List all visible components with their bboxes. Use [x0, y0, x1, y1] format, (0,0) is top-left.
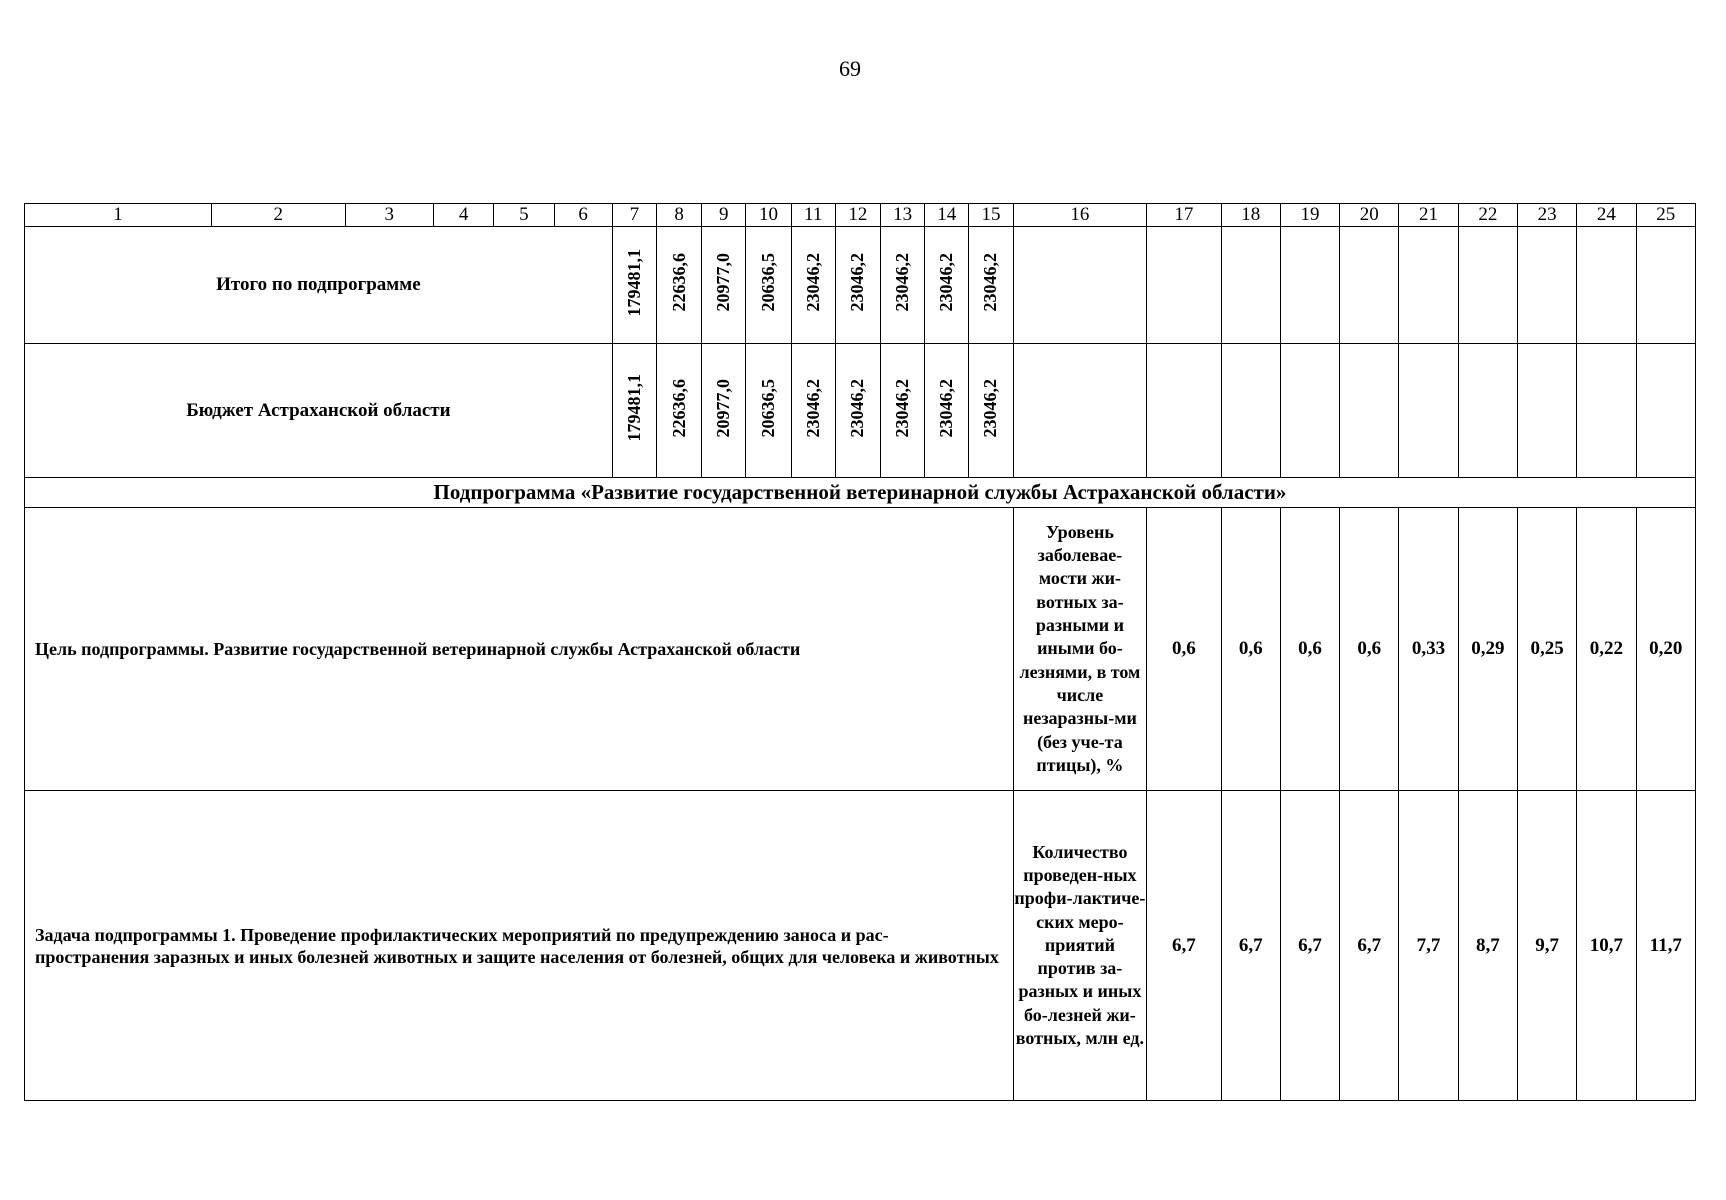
totals-value: 23046,2	[847, 253, 868, 312]
col-header: 4	[433, 204, 493, 227]
task-value: 9,7	[1517, 791, 1576, 1101]
empty-cell	[1577, 227, 1636, 344]
empty-cell	[1458, 227, 1517, 344]
col-header: 13	[880, 204, 924, 227]
col-header: 12	[835, 204, 880, 227]
goal-value: 0,6	[1147, 508, 1221, 791]
budget-value: 20977,0	[713, 378, 734, 438]
empty-cell	[1280, 344, 1339, 478]
goal-value: 0,25	[1517, 508, 1576, 791]
subprogram-title: Подпрограмма «Развитие государственной ветеринарной службы Астраханской области»	[25, 478, 1696, 508]
totals-value: 20977,0	[713, 253, 734, 312]
col-header: 10	[746, 204, 791, 227]
budget-value: 23046,2	[980, 378, 1001, 438]
task-value: 6,7	[1221, 791, 1280, 1101]
goal-description: Цель подпрограммы. Развитие государственной ветеринарной службы Астраханской области	[25, 508, 1014, 791]
budget-value: 20636,5	[757, 378, 778, 438]
col-header: 17	[1147, 204, 1221, 227]
col-header: 2	[211, 204, 345, 227]
program-table	[24, 203, 1696, 1101]
col-header: 24	[1577, 204, 1636, 227]
empty-cell	[1636, 344, 1695, 478]
goal-value: 0,20	[1636, 508, 1695, 791]
totals-row	[25, 227, 1696, 344]
col-header: 6	[554, 204, 612, 227]
empty-cell	[1517, 227, 1576, 344]
task-value: 10,7	[1577, 791, 1636, 1101]
goal-indicator: Уровень заболевае-мости жи-вотных за-разными и иными бо-лезнями, в том числе незаразны-ми (без уче-та птицы), %	[1013, 508, 1147, 791]
empty-cell	[1636, 227, 1695, 344]
col-header: 3	[345, 204, 433, 227]
empty-cell	[1399, 227, 1458, 344]
task-value: 6,7	[1280, 791, 1339, 1101]
empty-cell	[1458, 344, 1517, 478]
totals-label: Итого по подпрограмме	[25, 227, 613, 344]
task-value: 11,7	[1636, 791, 1695, 1101]
empty-cell	[1013, 227, 1147, 344]
budget-label: Бюджет Астраханской области	[25, 344, 613, 478]
budget-value: 23046,2	[847, 378, 868, 438]
empty-cell	[1340, 227, 1399, 344]
col-header: 14	[925, 204, 969, 227]
totals-value: 22636,6	[668, 253, 689, 312]
task-indicator: Количество проведен-ных профи-лактиче-ских меро-приятий против за-разных и иных бо-лезней жи-вотных, млн ед.	[1013, 791, 1147, 1101]
goal-value: 0,6	[1280, 508, 1339, 791]
empty-cell	[1147, 344, 1221, 478]
totals-value: 23046,2	[980, 253, 1001, 312]
col-header: 1	[25, 204, 212, 227]
budget-row	[25, 344, 1696, 478]
col-header: 8	[656, 204, 701, 227]
task-description: Задача подпрограммы 1. Проведение профилактических мероприятий по предупреждению заноса и рас-пространения заразных и иных болезней животных и защите населения от болезней, общих для человека и животных	[25, 791, 1014, 1101]
col-header: 7	[612, 204, 656, 227]
task-value: 7,7	[1399, 791, 1458, 1101]
subprogram-title-row	[25, 478, 1696, 508]
totals-value: 179481,1	[623, 248, 644, 317]
goal-row	[25, 508, 1696, 791]
totals-value: 23046,2	[802, 253, 823, 312]
goal-value: 0,33	[1399, 508, 1458, 791]
col-header: 5	[494, 204, 554, 227]
col-header: 9	[702, 204, 746, 227]
budget-value: 23046,2	[936, 378, 957, 438]
goal-value: 0,22	[1577, 508, 1636, 791]
col-header: 22	[1458, 204, 1517, 227]
col-header: 19	[1280, 204, 1339, 227]
budget-value: 23046,2	[802, 378, 823, 438]
col-header: 11	[791, 204, 835, 227]
col-header: 21	[1399, 204, 1458, 227]
col-header: 20	[1340, 204, 1399, 227]
goal-value: 0,6	[1340, 508, 1399, 791]
task-row	[25, 791, 1696, 1101]
totals-value: 23046,2	[936, 253, 957, 312]
totals-value: 23046,2	[892, 253, 913, 312]
empty-cell	[1221, 344, 1280, 478]
empty-cell	[1340, 344, 1399, 478]
budget-value: 179481,1	[623, 374, 644, 442]
page-number: 69	[839, 56, 861, 81]
col-header: 15	[969, 204, 1013, 227]
goal-value: 0,29	[1458, 508, 1517, 791]
empty-cell	[1399, 344, 1458, 478]
empty-cell	[1221, 227, 1280, 344]
col-header: 23	[1517, 204, 1576, 227]
empty-cell	[1013, 344, 1147, 478]
goal-value: 0,6	[1221, 508, 1280, 791]
empty-cell	[1280, 227, 1339, 344]
empty-cell	[1577, 344, 1636, 478]
empty-cell	[1517, 344, 1576, 478]
col-header: 16	[1013, 204, 1147, 227]
task-value: 6,7	[1147, 791, 1221, 1101]
budget-value: 22636,6	[668, 378, 689, 438]
totals-value: 20636,5	[757, 253, 778, 312]
col-header: 18	[1221, 204, 1280, 227]
column-number-row	[25, 204, 1696, 227]
task-value: 8,7	[1458, 791, 1517, 1101]
task-value: 6,7	[1340, 791, 1399, 1101]
empty-cell	[1147, 227, 1221, 344]
budget-value: 23046,2	[892, 378, 913, 438]
col-header: 25	[1636, 204, 1695, 227]
